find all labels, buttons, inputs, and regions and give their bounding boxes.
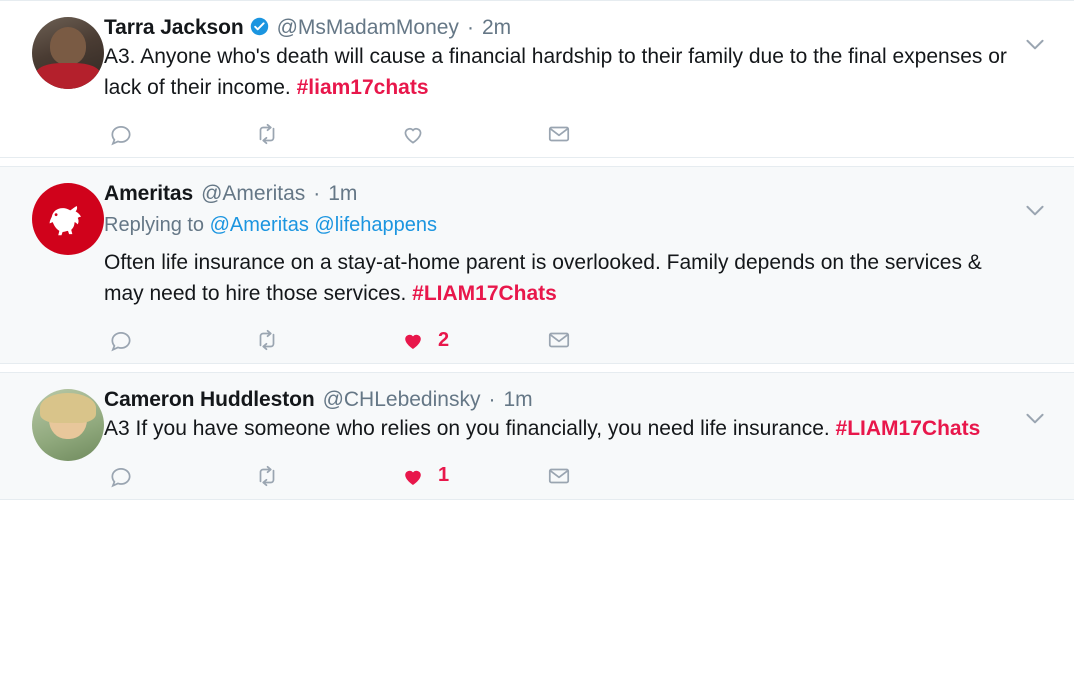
reply-icon (108, 463, 134, 489)
avatar-wrap (18, 181, 104, 255)
retweet-button[interactable] (254, 327, 400, 353)
avatar[interactable] (32, 389, 104, 461)
envelope-icon (546, 463, 572, 489)
tweet-body (104, 181, 1056, 353)
hashtag-link[interactable]: #liam17chats (296, 75, 429, 99)
tweet-actions (104, 463, 1016, 489)
tweet-ameritas[interactable] (0, 166, 1074, 364)
timeline-divider (0, 158, 1074, 166)
avatar[interactable] (32, 17, 104, 89)
tweet-actions (104, 327, 1016, 353)
tweet-text (104, 414, 1016, 444)
reply-button[interactable] (108, 463, 254, 489)
retweet-button[interactable] (254, 463, 400, 489)
tweet-text (104, 248, 1016, 309)
like-button[interactable] (400, 121, 546, 147)
tweet-text-part1: A3 If you have someone who relies on you financially, you need life insurance. (104, 417, 836, 441)
heart-icon (400, 327, 426, 353)
timestamp[interactable]: 1m (328, 182, 358, 206)
tweet-actions (104, 121, 1016, 147)
replying-to-mentions[interactable]: @Ameritas @lifehappens (209, 214, 437, 237)
tweet-text-part1: Often life insurance on a stay-at-home parent is overlooked. Family depends on the services & may need to hire those services. (104, 251, 982, 305)
reply-button[interactable] (108, 121, 254, 147)
direct-message-button[interactable] (546, 121, 692, 147)
tweet-cameron-huddleston[interactable] (0, 372, 1074, 500)
viewport-bottom-edge (0, 668, 1074, 674)
like-button[interactable] (400, 463, 546, 489)
tweet-header (104, 15, 1016, 40)
direct-message-button[interactable] (546, 463, 692, 489)
envelope-icon (546, 327, 572, 353)
replying-to (104, 212, 1016, 238)
tweet-tarra-jackson[interactable] (0, 0, 1074, 158)
handle[interactable]: @MsMadamMoney (276, 16, 459, 39)
separator: · (466, 16, 474, 39)
display-name[interactable]: Tarra Jackson (104, 16, 244, 39)
tweet-header (104, 387, 1016, 412)
tweet-menu-chevron-down-icon[interactable] (1022, 31, 1048, 57)
replying-to-label: Replying to (104, 214, 210, 237)
separator: · (313, 182, 321, 206)
reply-icon (108, 121, 134, 147)
display-name[interactable]: Ameritas (104, 182, 194, 206)
tweet-menu-chevron-down-icon[interactable] (1022, 197, 1048, 223)
retweet-icon (254, 463, 280, 489)
retweet-button[interactable] (254, 121, 400, 147)
display-name[interactable]: Cameron Huddleston (104, 388, 315, 412)
reply-icon (108, 327, 134, 353)
like-count: 2 (438, 328, 450, 351)
avatar[interactable] (32, 183, 104, 255)
tweet-text (104, 42, 1016, 103)
handle[interactable]: @CHLebedinsky (322, 388, 481, 412)
timestamp[interactable]: 2m (481, 16, 512, 39)
tweet-body (104, 387, 1056, 489)
avatar-wrap (18, 387, 104, 461)
reply-button[interactable] (108, 327, 254, 353)
tweet-header (104, 181, 1016, 206)
handle[interactable]: @Ameritas (201, 182, 306, 206)
separator: · (488, 388, 496, 412)
direct-message-button[interactable] (546, 327, 692, 353)
verified-badge-icon (250, 17, 269, 36)
tweet-body (104, 15, 1056, 147)
timeline-divider (0, 364, 1074, 372)
avatar-wrap (18, 15, 104, 89)
retweet-icon (254, 121, 280, 147)
heart-icon (400, 121, 426, 147)
heart-icon (400, 463, 426, 489)
hashtag-link[interactable]: #LIAM17Chats (412, 281, 557, 305)
tweet-menu-chevron-down-icon[interactable] (1022, 405, 1048, 431)
timestamp[interactable]: 1m (503, 388, 533, 412)
tweet-text-part1: A3. Anyone who's death will cause a financial hardship to their family due to the final expenses or lack of their income. (104, 45, 1007, 99)
like-button[interactable] (400, 327, 546, 353)
like-count: 1 (438, 464, 450, 487)
envelope-icon (546, 121, 572, 147)
retweet-icon (254, 327, 280, 353)
hashtag-link[interactable]: #LIAM17Chats (835, 417, 981, 441)
